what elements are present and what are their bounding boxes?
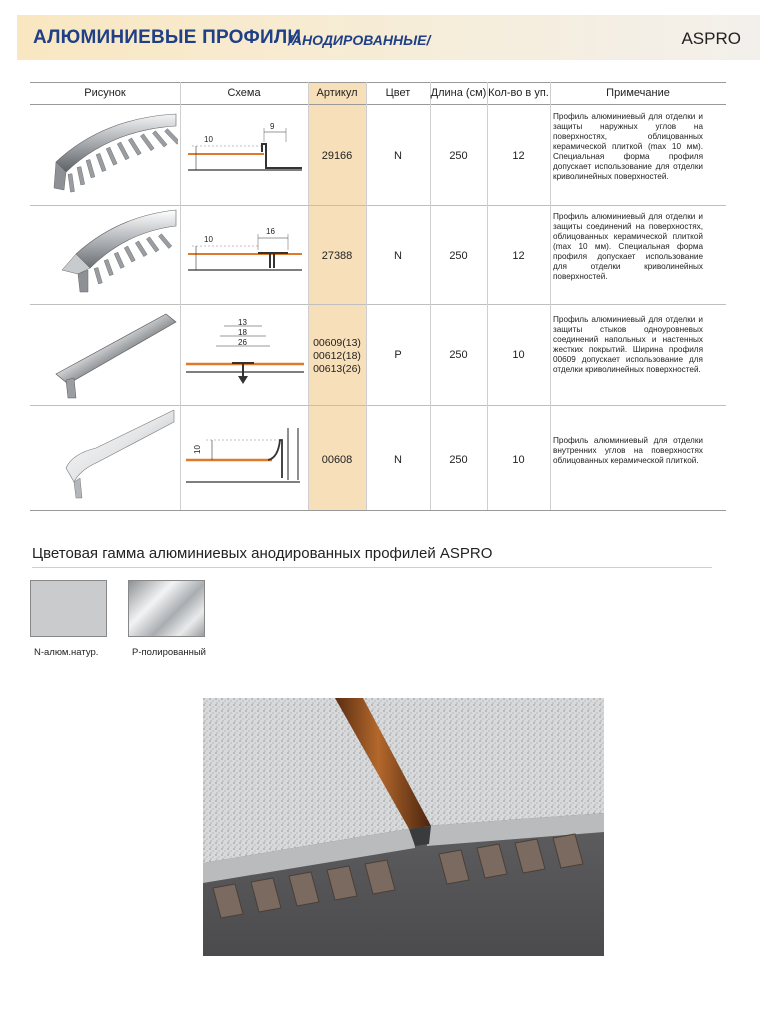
color-cell: N [394, 454, 402, 466]
note-cell: Профиль алюминиевый для отделки внутренних углов на поверхностях облицованных керамической плиткой. [553, 436, 703, 465]
table-top-border [30, 82, 726, 83]
qty-cell: 12 [512, 150, 525, 162]
scheme-drawing [184, 122, 306, 197]
note-cell: Профиль алюминиевый для отделки и защиты стыков одноуровневых соединений напольных и настенных жестких покрытий. Ширина профиля 00609 допускает использование для отделки криволинейных поверхностей. [553, 315, 703, 374]
col-header-qty: Кол-во в уп. [488, 87, 549, 99]
scheme-dim: 18 [238, 328, 247, 337]
page-subtitle: /АНОДИРОВАННЫЕ/ [288, 32, 431, 48]
scheme-dim: 26 [238, 338, 247, 347]
article-line: 00612(18) [313, 350, 361, 362]
col-header-color: Цвет [385, 87, 411, 99]
product-image-t-profile [48, 308, 178, 405]
note-cell: Профиль алюминиевый для отделки и защиты наружных углов на поверхностях, облицованных керамической плиткой (max 10 мм). Специальная форма профиля допускает использование для отделки криволинейных поверхностей. [553, 112, 703, 181]
product-image-inner-corner-profile [48, 410, 178, 507]
row-divider [30, 205, 726, 206]
col-divider [430, 82, 431, 510]
scheme-dim: 13 [238, 318, 247, 327]
color-cell: P [394, 349, 402, 361]
table-header-border [30, 104, 726, 105]
length-cell: 250 [449, 349, 468, 361]
col-header-article: Артикул [316, 87, 358, 99]
col-header-length: Длина (см) [430, 87, 487, 99]
article-line: 00609(13) [313, 337, 361, 349]
col-divider [550, 82, 551, 510]
col-divider [180, 82, 181, 510]
scheme-dim: 10 [193, 445, 202, 454]
page-title: АЛЮМИНИЕВЫЕ ПРОФИЛИ [33, 27, 302, 48]
qty-cell: 10 [512, 349, 525, 361]
col-header-scheme: Схема [227, 87, 261, 99]
col-header-picture: Рисунок [84, 87, 126, 99]
swatch-label: N-алюм.натур. [34, 647, 99, 658]
article-cell: 29166 [321, 150, 353, 162]
brand-name: ASPRO [681, 29, 741, 48]
palette-divider [32, 567, 712, 568]
scheme-dim: 9 [270, 122, 275, 131]
length-cell: 250 [449, 250, 468, 262]
col-divider [487, 82, 488, 510]
note-cell: Профиль алюминиевый для отделки и защиты соединений на поверхностях, облицованных керамической плиткой (max 10 мм). Специальная форма профиля допускает использование для отделки криволинейных поверхностей. [553, 212, 703, 281]
col-divider [366, 82, 367, 510]
article-column-highlight [308, 82, 366, 510]
scheme-dim: 10 [204, 135, 213, 144]
palette-title: Цветовая гамма алюминиевых анодированных профилей ASPRO [32, 545, 493, 562]
scheme-drawing [184, 316, 306, 403]
qty-cell: 12 [512, 250, 525, 262]
table-bottom-border [30, 510, 726, 511]
scheme-dim: 10 [204, 235, 213, 244]
scheme-drawing [184, 222, 306, 297]
color-swatch-natural [30, 580, 107, 637]
color-cell: N [394, 250, 402, 262]
header-banner [17, 15, 760, 60]
length-cell: 250 [449, 150, 468, 162]
scheme-drawing [184, 420, 306, 505]
qty-cell: 10 [512, 454, 525, 466]
article-cell: 27388 [321, 250, 353, 262]
scheme-dim: 16 [266, 227, 275, 236]
article-cell [308, 337, 366, 376]
article-cell: 00608 [321, 454, 353, 466]
row-divider [30, 405, 726, 406]
installation-photo [203, 698, 604, 956]
length-cell: 250 [449, 454, 468, 466]
product-image-joint-profile [48, 208, 178, 305]
article-line: 00613(26) [313, 363, 361, 375]
col-divider [308, 82, 309, 510]
col-header-note: Примечание [606, 87, 670, 99]
swatch-label: P-полированный [132, 647, 206, 658]
color-swatch-polished [128, 580, 205, 637]
color-cell: N [394, 150, 402, 162]
product-image-corner-profile [48, 110, 178, 205]
